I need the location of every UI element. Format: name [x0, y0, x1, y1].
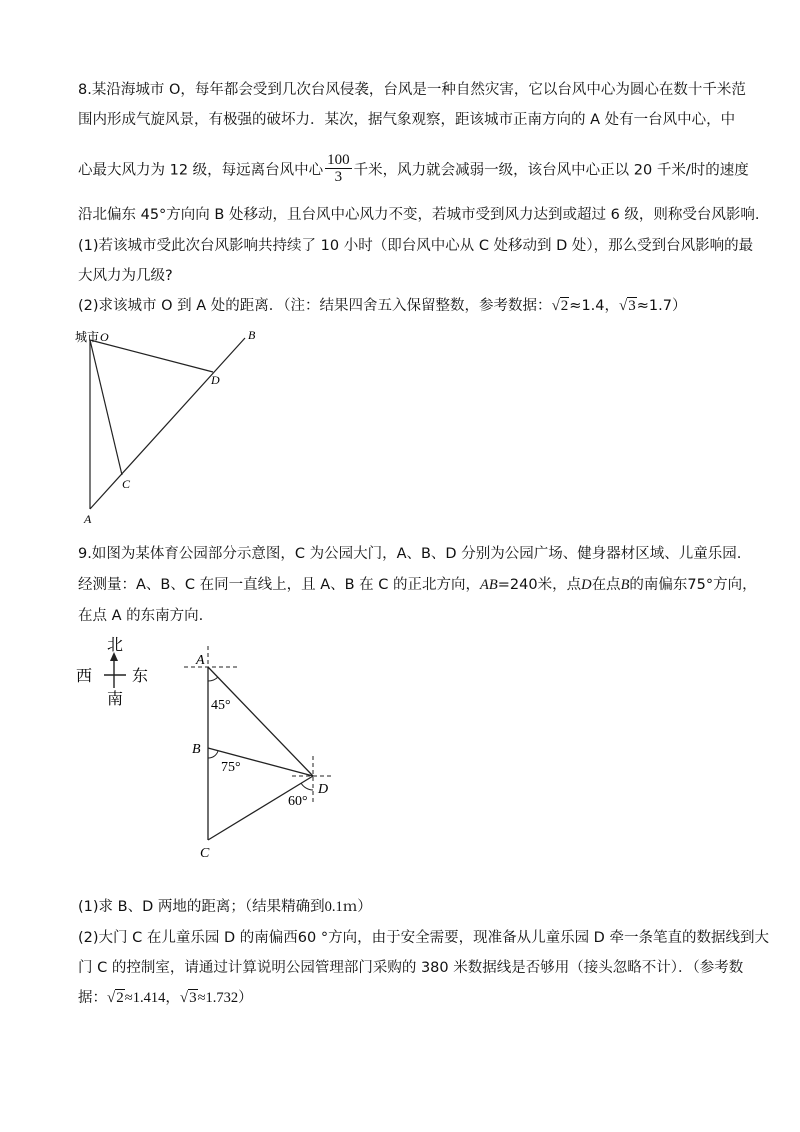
- q9-line-2c: =240米，点: [497, 577, 582, 593]
- q8-line-1: 8.某沿海城市 O，每年都会受到几次台风侵袭，台风是一种自然灾害，它以台风中心为圆心在数十千米范: [78, 82, 746, 98]
- q8-fraction: [325, 152, 352, 185]
- q9-line-2e: 在点: [591, 577, 621, 593]
- compass-west: 西: [76, 668, 93, 685]
- q8-label-O: O: [100, 330, 109, 344]
- q9-figure: [180, 640, 360, 865]
- q9-sub2-line-3a: 据：: [78, 990, 107, 1006]
- q9-angle-45: 45°: [211, 698, 231, 713]
- q8-line-2: 围内形成气旋风景，有极强的破坏力．某次，据气象观察，距该城市正南方向的 A 处有一台风中心，中: [78, 112, 736, 128]
- q9-sub1c: ）: [357, 899, 372, 915]
- q9-line-2: [78, 575, 757, 595]
- q8-line-6: 大风力为几级?: [78, 268, 173, 284]
- q8-fraction-denominator: 3: [334, 169, 343, 185]
- q8-line-OC: [90, 340, 122, 475]
- q8-line-3a: 心最大风力为 12 级，每远离台风中心: [78, 162, 324, 179]
- q9-label-B: B: [192, 742, 201, 757]
- q8-label-C: C: [122, 477, 131, 491]
- q8-line-7: [78, 296, 686, 316]
- q9-sub1b: 0.1ｍ: [324, 899, 358, 915]
- q8-label-city: 城市: [75, 330, 100, 344]
- q9-label-D: D: [318, 782, 329, 797]
- q9-approx2: ≈1.732）: [197, 990, 253, 1006]
- q9-angle-60: 60°: [288, 794, 308, 809]
- q9-sqrt3: √3: [179, 990, 197, 1006]
- q8-sqrt2: √2: [551, 298, 569, 314]
- q8-line-OD: [90, 340, 213, 372]
- q9-sub2-line-3: [78, 988, 253, 1008]
- compass-north: 北: [107, 637, 124, 654]
- q8-label-A: A: [84, 512, 92, 526]
- q8-sqrt3: √3: [619, 298, 636, 314]
- q9-line-1: 9.如图为某体育公园部分示意图，C 为公园大门，A、B、D 分别为公园广场、健身器材区域、儿童乐园.: [78, 546, 742, 562]
- q8-figure: [70, 325, 270, 530]
- q8-label-B: B: [248, 328, 256, 342]
- q8-line-3: [78, 154, 749, 187]
- q9-compass: [70, 632, 160, 712]
- compass-south: 南: [107, 691, 124, 708]
- q9-line-2a: 经测量：A、B、C 在同一直线上，且 A、B 在 C 的正北方向，: [78, 577, 481, 593]
- q9-B: B: [620, 577, 630, 593]
- q9-sqrt2: √2: [107, 990, 124, 1006]
- q9-sub1a: (1)求 B、D 两地的距离；（结果精确到: [78, 899, 325, 915]
- q9-arc-45: [208, 677, 218, 681]
- q8-line-4: 沿北偏东 45°方向向 B 处移动，且台风中心风力不变，若城市受到风力达到或超过 6 级，则称受台风影响.: [78, 207, 760, 223]
- q9-line-2g: 的南偏东75°方向，: [629, 577, 757, 593]
- q9-AB: AB: [480, 577, 498, 593]
- q9-arc-75: [208, 751, 218, 758]
- q9-sub2-line-2: 门 C 的控制室，请通过计算说明公园管理部门采购的 380 米数据线是否够用（接头忽略不计）．（参考数: [78, 960, 744, 976]
- q8-line-AB: [90, 338, 245, 509]
- q9-arc-60: [301, 783, 313, 790]
- q9-label-C: C: [200, 846, 210, 861]
- q9-label-A: A: [196, 653, 205, 668]
- q8-label-D: D: [211, 373, 220, 387]
- q8-fraction-numerator: 100: [327, 152, 350, 168]
- q9-approx1: ≈1.414，: [124, 990, 180, 1006]
- q9-angle-75: 75°: [221, 760, 241, 775]
- q8-line-7a: (2)求该城市 O 到 A 处的距离．（注：结果四舍五入保留整数，参考数据：: [78, 298, 552, 314]
- q8-line-5: (1)若该城市受此次台风影响共持续了 10 小时（即台风中心从 C 处移动到 D 处），那么受到台风影响的最: [78, 238, 754, 254]
- q9-sub2-line-1: (2)大门 C 在儿童乐园 D 的南偏西60 °方向，由于安全需要，现准备从儿童乐园 D 牵一条笔直的数据线到大: [78, 930, 769, 946]
- q8-line-3b: 千米，风力就会减弱一级，该台风中心正以 20 千米/时的速度: [353, 162, 749, 179]
- q9-line-3: 在点 A 的东南方向.: [78, 608, 204, 624]
- q9-sub1: [78, 897, 372, 917]
- compass-east: 东: [132, 668, 149, 685]
- q9-D: D: [581, 577, 592, 593]
- q8-approx2: ≈1.7）: [636, 298, 687, 314]
- q8-approx1: ≈1.4，: [569, 298, 620, 314]
